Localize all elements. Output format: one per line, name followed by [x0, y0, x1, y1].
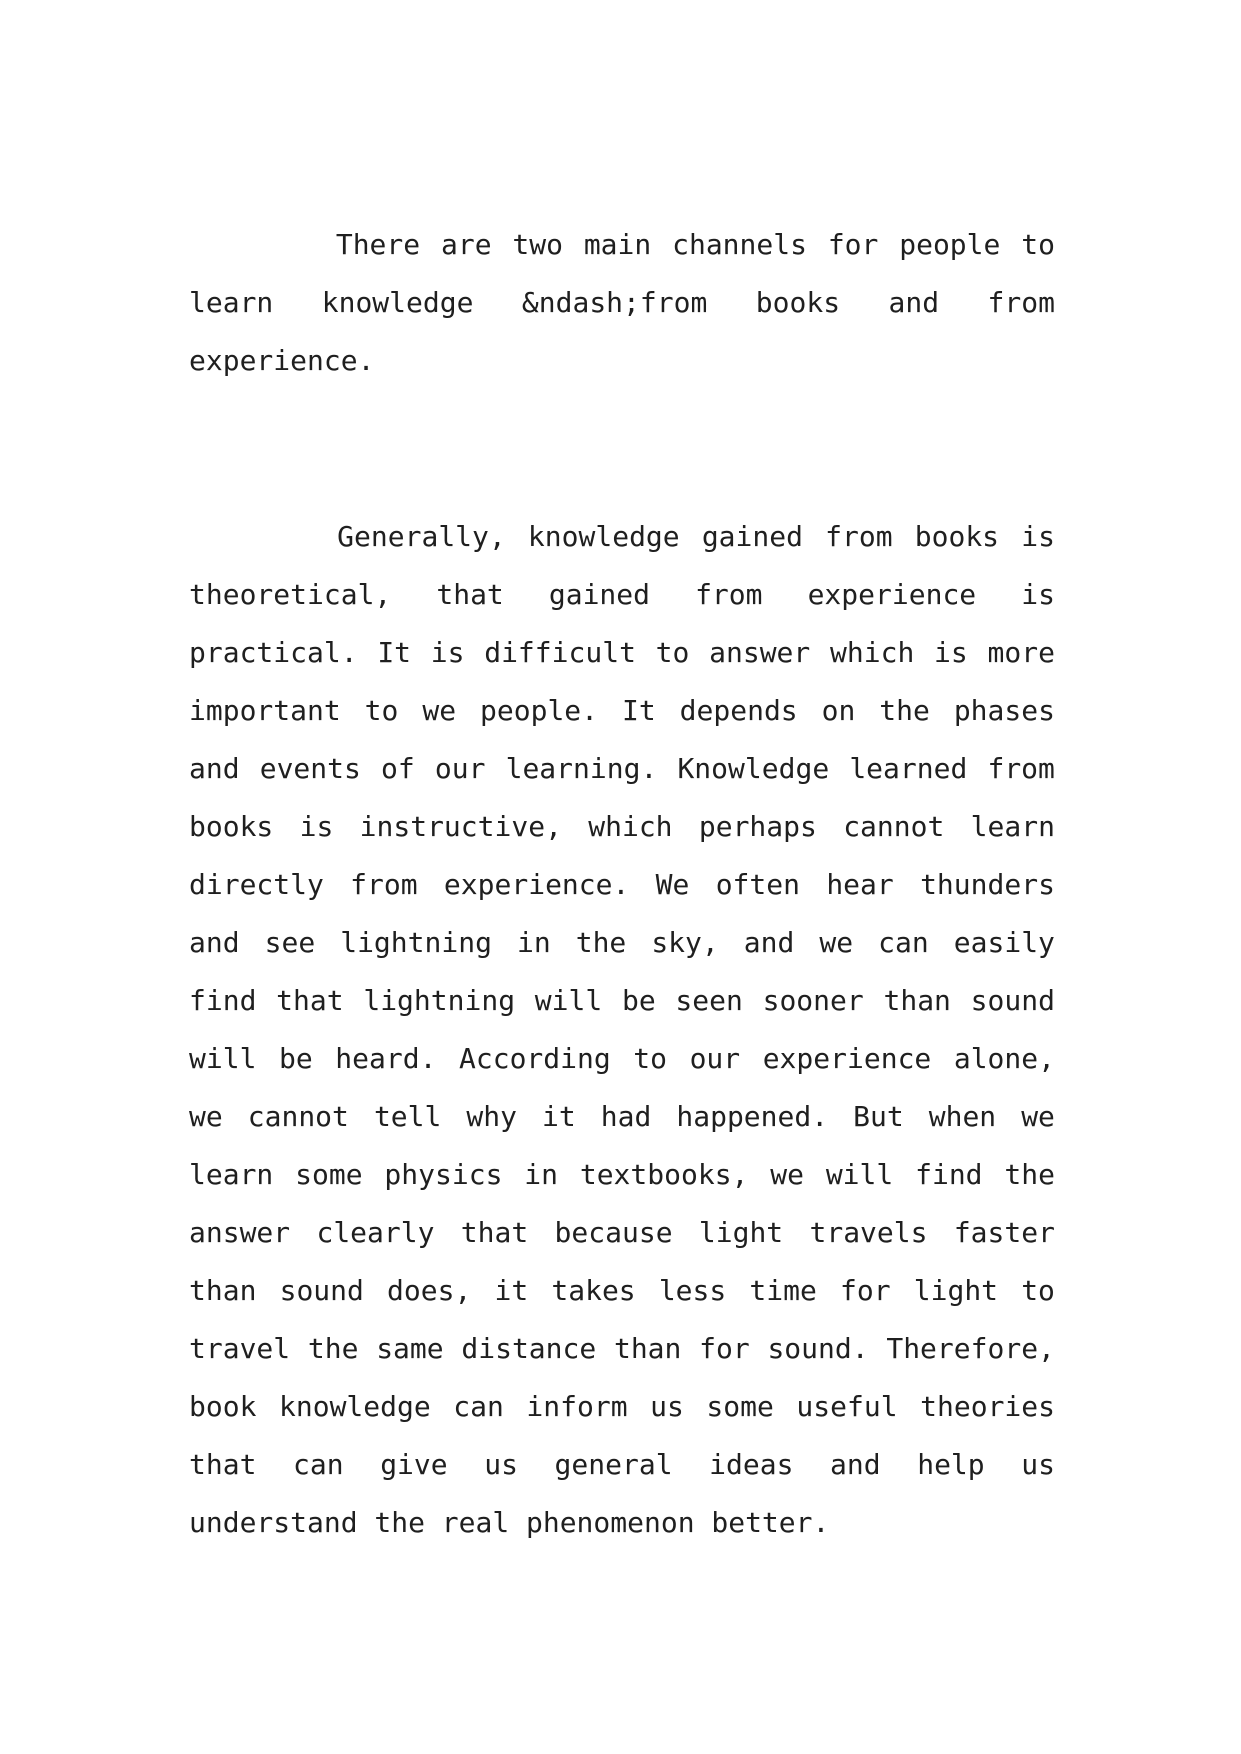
text-line: and see lightning in the sky, and we can easily — [189, 926, 1055, 959]
text-line: will be heard. According to our experience alone, — [189, 1042, 1055, 1075]
text-line: learn some physics in textbooks, we will find the — [189, 1158, 1055, 1191]
text-line: travel the same distance than for sound. Therefore, — [189, 1332, 1055, 1365]
text-line: we cannot tell why it had happened. But when we — [189, 1100, 1055, 1133]
text-line: experience. — [189, 344, 375, 377]
paragraph-intro — [189, 216, 1055, 390]
text-line: that can give us general ideas and help us — [189, 1448, 1055, 1481]
text-line: find that lightning will be seen sooner than sound — [189, 984, 1055, 1017]
text-line: important to we people. It depends on the phases — [189, 694, 1055, 727]
text-line: answer clearly that because light travels faster — [189, 1216, 1055, 1249]
text-line: There are two main channels for people to — [335, 228, 1055, 261]
text-line: book knowledge can inform us some useful theories — [189, 1390, 1055, 1423]
paragraph-body — [189, 508, 1055, 1552]
text-line: than sound does, it takes less time for light to — [189, 1274, 1055, 1307]
text-line: learn knowledge &ndash;from books and from — [189, 286, 1055, 319]
text-line: and events of our learning. Knowledge learned from — [189, 752, 1055, 785]
text-line: Generally, knowledge gained from books is — [337, 520, 1055, 553]
text-line: understand the real phenomenon better. — [189, 1506, 830, 1539]
text-line: books is instructive, which perhaps cannot learn — [189, 810, 1055, 843]
text-line: theoretical, that gained from experience is — [189, 578, 1055, 611]
text-line: practical. It is difficult to answer which is more — [189, 636, 1055, 669]
text-line: directly from experience. We often hear thunders — [189, 868, 1055, 901]
